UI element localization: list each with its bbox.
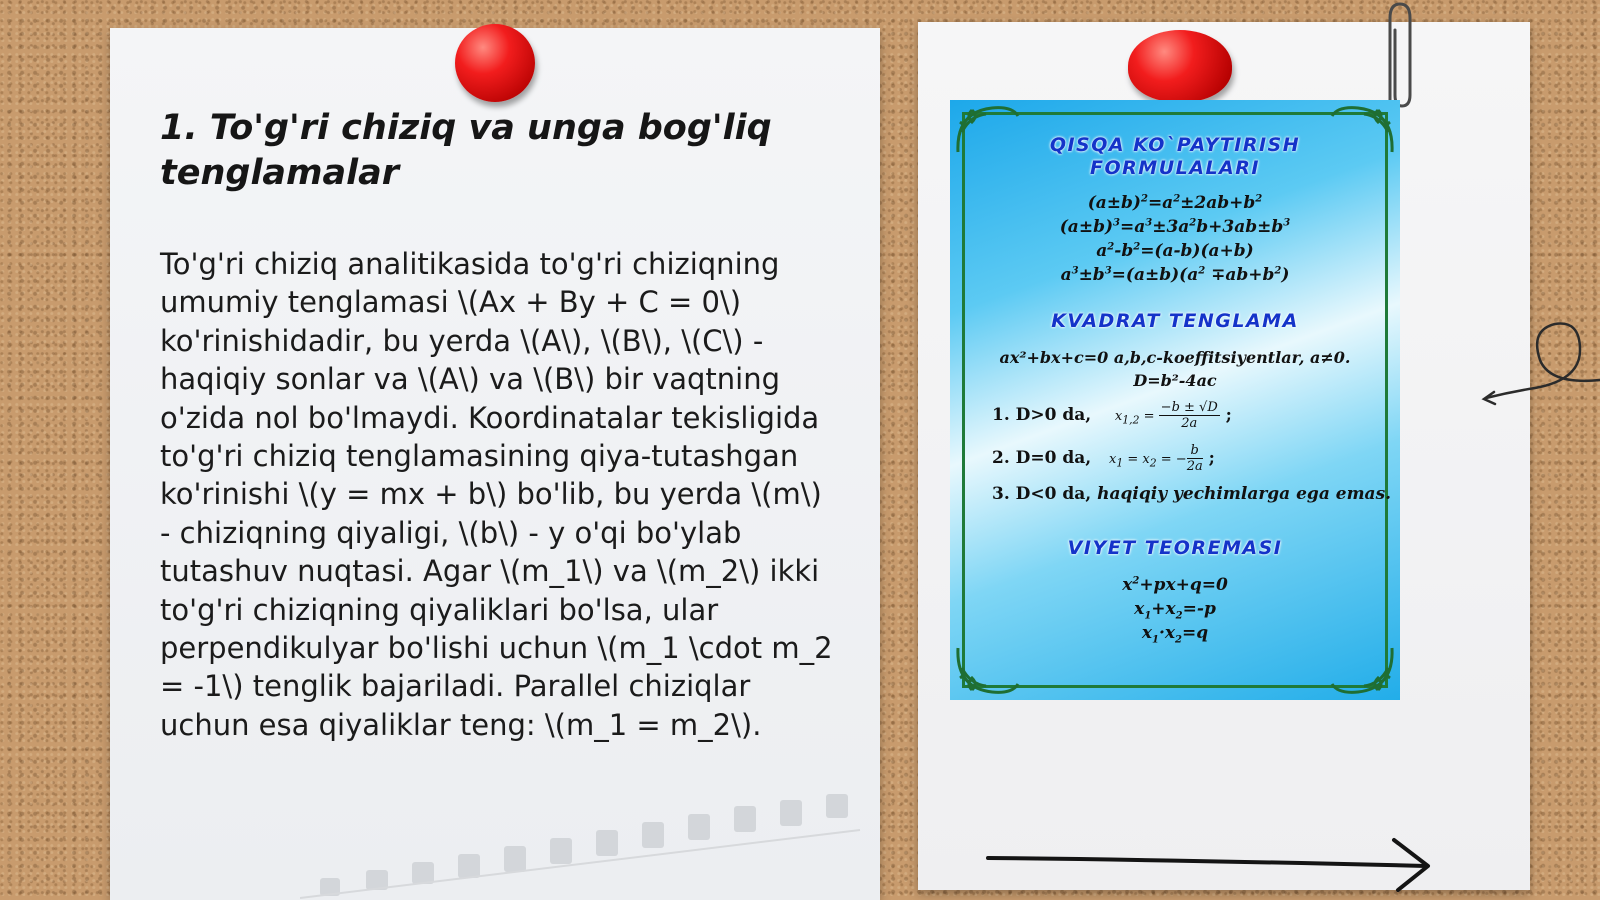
formula-square: $(a\pm b)^2=a^2\pm 2ab+b^2$ <box>1087 193 1263 213</box>
vieta-sum: $x_1+x_2=-p$ <box>1134 599 1216 622</box>
case-2-label: 2. D=0 da, <box>992 448 1092 468</box>
poster-heading-quadratic: KVADRAT TENGLAMA <box>1051 310 1299 332</box>
corner-ornament-icon <box>1328 642 1398 698</box>
corner-ornament-icon <box>952 642 1022 698</box>
formula-sum-of-cubes: $a^3\pm b^3=(a\pm b)(a^2 \mp ab+b^2)$ <box>1060 265 1290 285</box>
push-pin-icon <box>455 24 535 102</box>
poster-heading-formulas: QISQA KO`PAYTIRISH <box>1049 134 1301 156</box>
poster-heading-formulas-line-2: FORMULALARI <box>1090 157 1260 179</box>
quadratic-general-form: ax²+bx+c=0 a,b,c-koeffitsiyentlar, a≠0. <box>999 348 1351 367</box>
case-zero-discriminant: 2. D=0 da, $x_1 = x_2$ = − $\frac{b}{2a}$ ; <box>992 443 1215 474</box>
push-pin-icon <box>1128 30 1232 102</box>
swirl-doodle-icon <box>1480 310 1600 410</box>
formula-cube: $(a\pm b)^3=a^3\pm 3a^2b+3ab\pm b^3$ <box>1059 217 1291 237</box>
case-3-text: haqiqiy yechimlarga ega emas. <box>1097 484 1392 504</box>
vieta-product: $x_1\cdot x_2=q$ <box>1141 623 1209 646</box>
torn-edge-decoration <box>300 790 880 900</box>
case-1-label: 1. D>0 da, <box>992 405 1092 425</box>
discriminant-formula: D=b²-4ac <box>1133 371 1217 390</box>
formula-poster-image <box>950 100 1400 700</box>
formula-difference-of-squares: $a^2-b^2=(a-b)(a+b)$ <box>1096 241 1254 261</box>
arrow-right-icon <box>986 836 1446 892</box>
poster-heading-vieta: VIYET TEOREMASI <box>1067 537 1283 559</box>
case-negative-discriminant <box>992 484 1391 504</box>
vieta-equation: $x^2+px+q=0$ <box>1122 575 1228 595</box>
slide-title: 1. To'g'ri chiziq va unga bog'liq tenglamalar <box>160 108 772 193</box>
case-positive-discriminant: 1. D>0 da, $x_{1,2}$ = $\frac{-b \pm √D}{2a}$ ; <box>992 400 1232 431</box>
slide-body-text: To'g'ri chiziq analitikasida to'g'ri chiziqning umumiy tenglamasi \(Ax + By + C = 0\) ko'rinishidadir, bu yerda \(A\), \(B\), \(C\) - haqiqiy sonlar va \(A\) va \(B\) bir vaqtning o'zida nol bo'lmaydi. Koordinatalar tekisligida to'g'ri chiziq tenglamasining qiya-tutashgan ko'rinishi \(y = mx + b\) bo'lib, bu yerda \(m\) - chiziqning qiyaligi, \(b\) - y o'qi bo'ylab tutashuv nuqtasi. Agar \(m_1\) va \(m_2\) ikki to'g'ri chiziqning qiyaliklari bo'lsa, ular perpendikulyar bo'lishi uchun \(m_1 \cdot m_2 = -1\) tenglik bajariladi. Parallel chiziqlar uchun esa qiyaliklar teng: \(m_1 = m_2\). <box>160 247 833 742</box>
case-3-label: 3. D<0 da, <box>992 484 1092 504</box>
